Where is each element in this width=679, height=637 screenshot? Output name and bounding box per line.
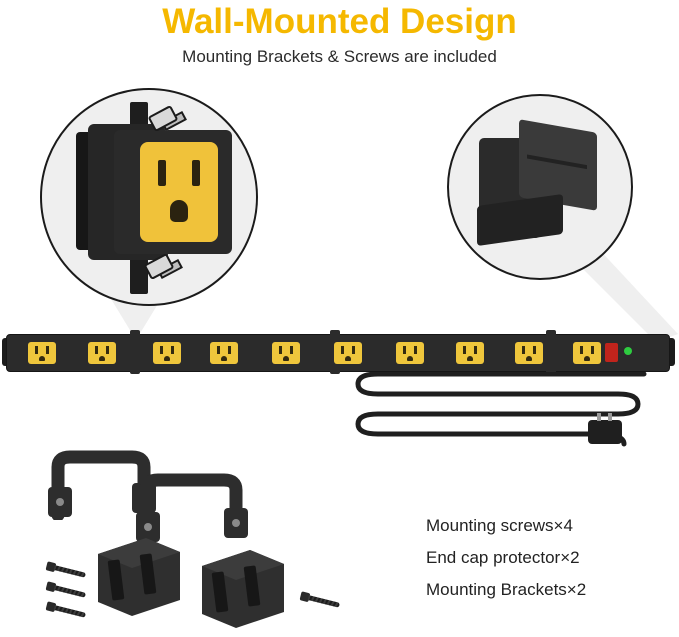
callout-end-cap-detail [447, 94, 633, 280]
callout-wall-mount-bracket-detail [40, 88, 258, 306]
outlet-2 [88, 342, 116, 364]
mounting-screw-3 [46, 601, 87, 619]
outlet-ground-hole [170, 200, 188, 222]
power-led-indicator [624, 347, 632, 355]
mounting-screw-4 [300, 591, 341, 609]
outlet-10 [573, 342, 601, 364]
outlet-4 [210, 342, 238, 364]
mount-tab-1 [130, 330, 140, 374]
outlet-slot-left [158, 160, 166, 186]
page-subtitle: Mounting Brackets & Screws are included [182, 47, 497, 66]
plug-pin-2 [608, 413, 612, 421]
outlet-5 [272, 342, 300, 364]
outlet-slot-right [192, 160, 200, 186]
accessory-item-end-caps: End cap protector×2 [426, 548, 580, 567]
mounting-screw-1 [46, 561, 87, 579]
outlet-6 [334, 342, 362, 364]
power-plug [588, 420, 622, 444]
page-title: Wall-Mounted Design [162, 2, 517, 41]
mount-tab-3 [546, 330, 556, 374]
power-switch[interactable] [605, 343, 618, 362]
outlet-9 [515, 342, 543, 364]
outlet-closeup [140, 142, 218, 242]
outlet-8 [456, 342, 484, 364]
mounting-screw-2 [46, 581, 87, 599]
accessory-item-screws: Mounting screws×4 [426, 516, 573, 535]
accessory-item-brackets: Mounting Brackets×2 [426, 580, 587, 599]
end-cap-protector-1 [88, 528, 188, 620]
outlet-1 [28, 342, 56, 364]
end-cap-protector-2 [192, 540, 292, 632]
end-cap-rib [527, 155, 587, 170]
outlet-3 [153, 342, 181, 364]
outlet-7 [396, 342, 424, 364]
plug-pin-1 [597, 413, 601, 421]
accessory-list [426, 510, 676, 606]
